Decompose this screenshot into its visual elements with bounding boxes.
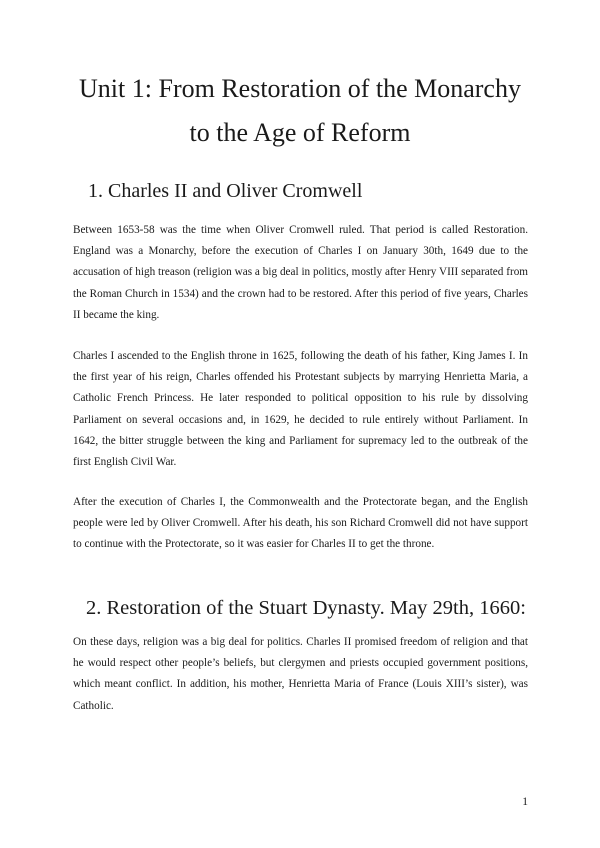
section-1-heading: 1. Charles II and Oliver Cromwell (88, 180, 363, 202)
section-1-paragraph-1: Between 1653-58 was the time when Oliver Cromwell ruled. That period is called Restoration. England was a Monarchy, before the execution of Charles I on January 30th, 1649 due to the accusation of high treason (religion was a big deal in politics, mostly after Henry VIII separated from the Roman Church in 1534) and the crown had to be restored. After this period of five years, Charles II became the king. (73, 224, 528, 321)
document-title-line-2: to the Age of Reform (189, 118, 411, 147)
page-number: 1 (522, 796, 528, 808)
section-2-paragraph-1: On these days, religion was a big deal for politics. Charles II promised freedom of religion and that he would respect other people’s beliefs, but clergymen and priests occupied government positions, which meant conflict. In addition, his mother, Henrietta Maria of France (Louis XIII’s sister), was Catholic. (73, 636, 528, 712)
document-title-line-1: Unit 1: From Restoration of the Monarchy (79, 74, 521, 103)
section-1-paragraph-3: After the execution of Charles I, the Commonwealth and the Protectorate began, and the English people were led by Oliver Cromwell. After his death, his son Richard Cromwell did not have support to continue with the Protectorate, so it was easier for Charles II to get the throne. (73, 496, 528, 551)
section-1-paragraph-2: Charles I ascended to the English throne in 1625, following the death of his father, King James I. In the first year of his reign, Charles offended his Protestant subjects by marrying Henrietta Maria, a Catholic French Princess. He later responded to political opposition to his rule by dissolving Parliament on several occasions and, in 1629, he decided to rule entirely without Parliament. In 1642, the bitter struggle between the king and Parliament for supremacy led to the outbreak of the first English Civil War. (73, 350, 528, 469)
section-2-heading: 2. Restoration of the Stuart Dynasty. May 29th, 1660: (86, 597, 526, 619)
